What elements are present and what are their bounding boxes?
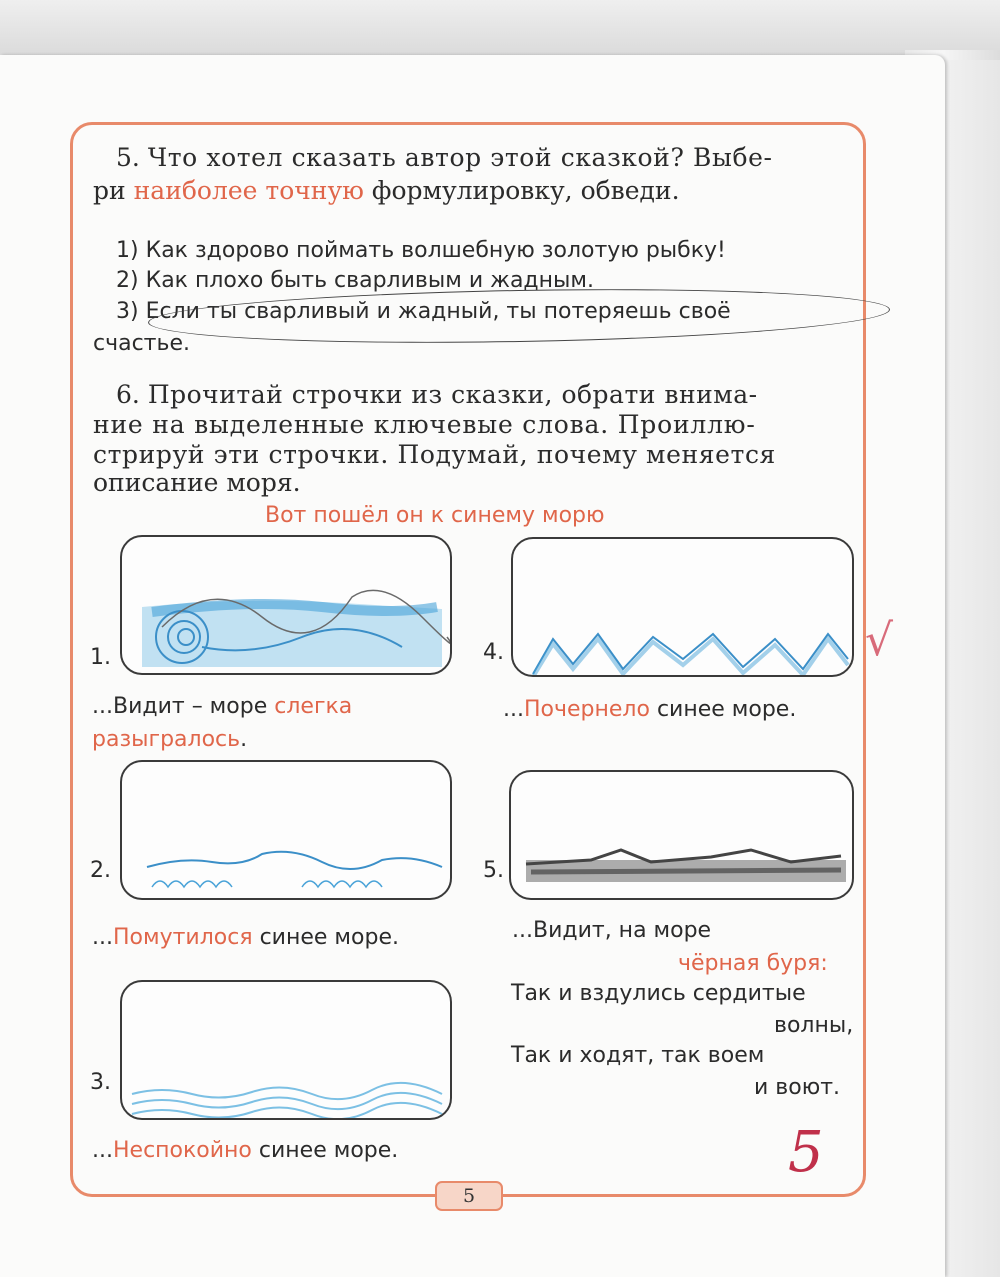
panel2-caption [92, 925, 399, 950]
panel2-caption-post: синее море. [259, 925, 399, 950]
panel1-drawing [122, 537, 452, 675]
task5-option-3: 3) Если ты сварливый и жадный, ты потеряешь своё [116, 299, 731, 324]
panel3-caption-pre: ... [92, 1138, 113, 1163]
storm-line1: Так и вздулись сердитые [511, 981, 806, 1006]
check-mark-icon: √ [865, 615, 894, 666]
panel4-caption-highlight: Почернело [523, 697, 650, 722]
panel3-caption-highlight: Неспокойно [112, 1138, 252, 1163]
task6-line3: стрируй эти строчки. Подумай, почему меняется [93, 440, 776, 469]
task5-line1 [116, 143, 773, 172]
task5-line2 [93, 176, 680, 205]
panel2-drawing [122, 762, 452, 900]
panel4-drawing-box[interactable] [511, 537, 854, 677]
storm-line4: и воют. [754, 1075, 841, 1100]
storm-highlight: чёрная буря: [678, 951, 828, 976]
panel2-caption-highlight: Помутилося [112, 925, 253, 950]
panel5-drawing [511, 772, 854, 900]
task6-line2: ние на выделенные ключевые слова. Проиллю- [93, 410, 756, 439]
task5-option-3-cont: счастье. [93, 331, 190, 356]
task6-number: 6. [116, 380, 140, 409]
storm-line2: волны, [774, 1013, 854, 1038]
panel1-caption-line2 [92, 727, 247, 752]
panel4-label: 4. [483, 640, 504, 665]
panel1-caption-highlight: слегка [274, 694, 353, 719]
panel1-label: 1. [90, 645, 111, 670]
task6-heading: Вот пошёл он к синему морю [265, 503, 605, 528]
task5-text1: Что хотел сказать автор этой сказкой? Выбе- [147, 143, 773, 172]
task6-line1 [116, 380, 758, 409]
panel3-drawing-box[interactable] [120, 980, 452, 1120]
task6-line4: описание моря. [93, 468, 301, 497]
panel5-label: 5. [483, 858, 504, 883]
panel4-caption-post: синее море. [656, 697, 797, 722]
task5-option-1: 1) Как здорово поймать волшебную золотую рыбку! [116, 238, 726, 263]
panel4-drawing [513, 539, 854, 677]
task5-text2-post: формулировку, обведи. [371, 176, 680, 205]
panel1-caption-pre: ...Видит – море [92, 694, 268, 719]
panel3-drawing [122, 982, 452, 1120]
panel1-caption-highlight2: разыгралось [92, 727, 241, 752]
panel5-caption: ...Видит, на море [512, 918, 712, 943]
page-number: 5 [435, 1181, 503, 1211]
panel4-caption-pre: ... [503, 697, 524, 722]
task6-text1: Прочитай строчки из сказки, обрати внима- [147, 380, 758, 409]
panel3-caption-post: синее море. [258, 1138, 399, 1163]
scan-background [0, 0, 1000, 60]
panel1-caption-post: . [240, 727, 248, 752]
task5-highlight: наиболее точную [133, 176, 364, 205]
panel2-label: 2. [90, 858, 111, 883]
task5-number: 5. [116, 143, 140, 172]
panel2-caption-pre: ... [92, 925, 113, 950]
panel4-caption [503, 697, 796, 722]
grade-mark: 5 [788, 1120, 824, 1185]
storm-line3: Так и ходят, так воем [511, 1043, 765, 1068]
panel2-drawing-box[interactable] [120, 760, 452, 900]
panel5-drawing-box[interactable] [509, 770, 854, 900]
task5-option-2: 2) Как плохо быть сварливым и жадным. [116, 268, 594, 293]
panel1-drawing-box[interactable] [120, 535, 452, 675]
panel1-caption [92, 694, 352, 719]
task5-text2-pre: ри [93, 176, 126, 205]
panel3-label: 3. [90, 1070, 111, 1095]
panel3-caption [92, 1138, 398, 1163]
